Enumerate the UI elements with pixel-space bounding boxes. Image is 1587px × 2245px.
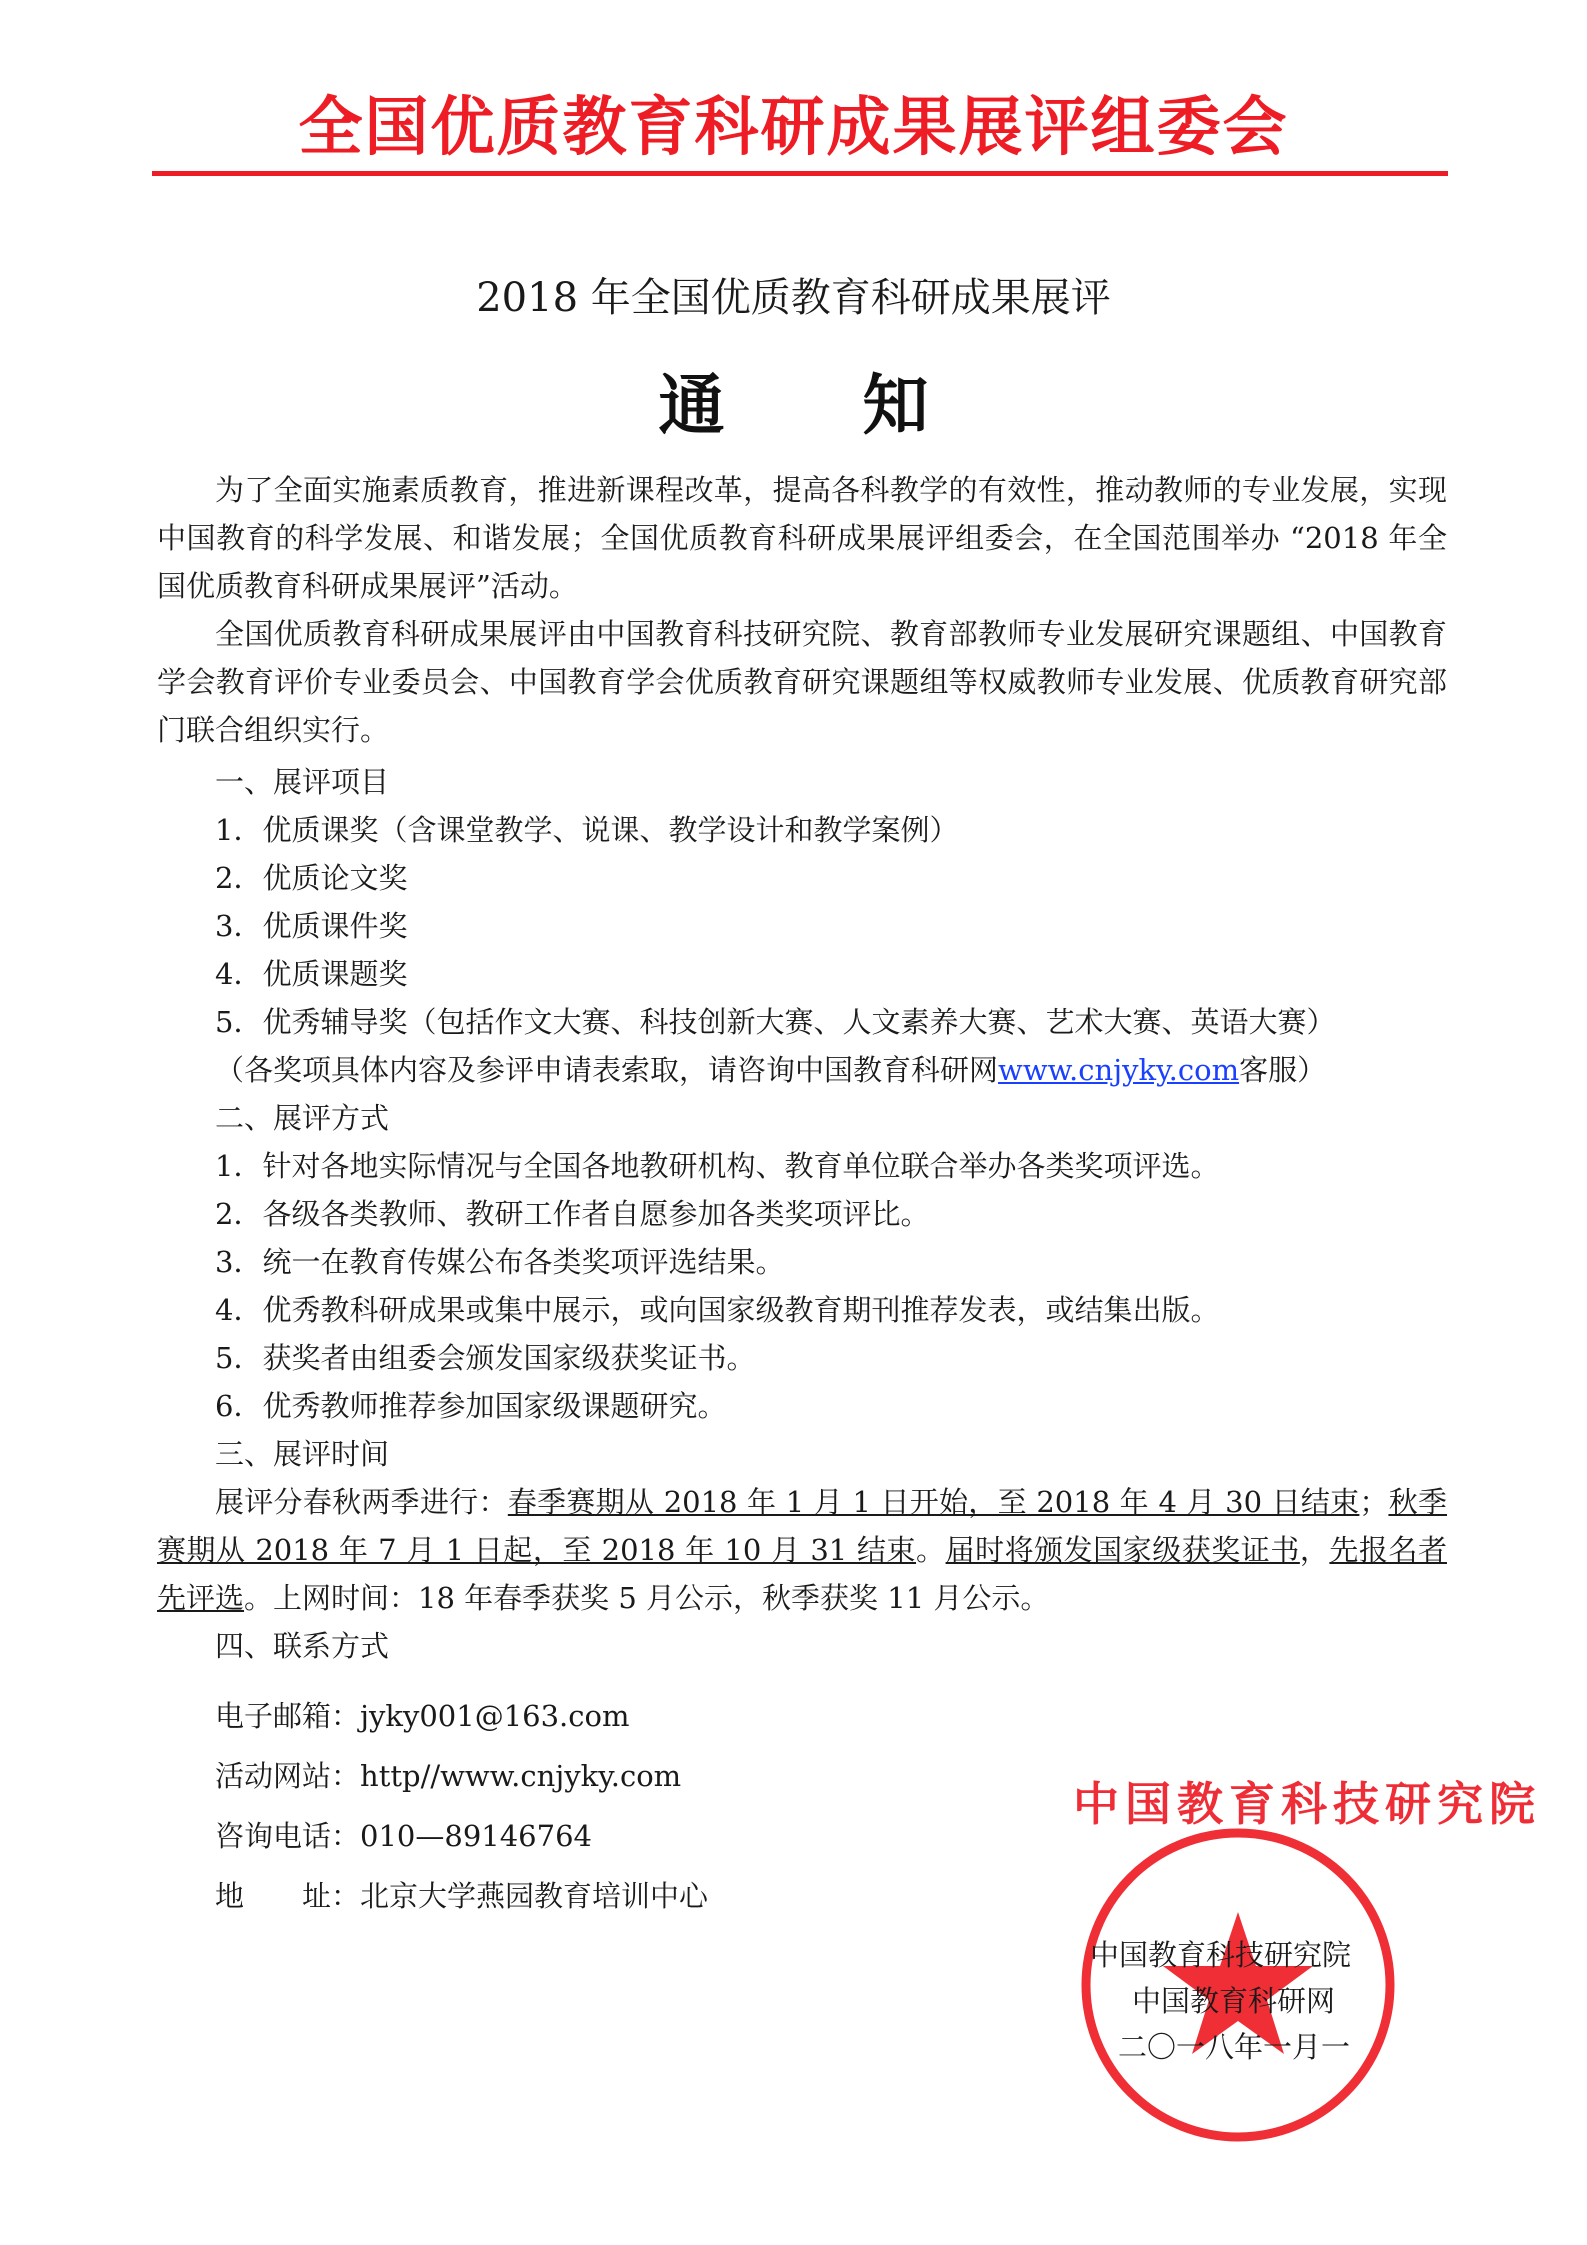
signature-org-2: 中国教育科研网 — [1132, 1984, 1336, 2018]
first-come-note: 先报名者先评选 — [157, 1533, 1447, 1615]
method-item: 2．各级各类教师、教研工作者自愿参加各类奖项评比。 — [215, 1197, 930, 1231]
intro-paragraph-1: 为了全面实施素质教育，推进新课程改革，提高各科教学的有效性，推动教师的专业发展，实现中国教育的科学发展、和谐发展；全国优质教育科研成果展评组委会，在全国范围举办 “2018 年全国优质教育科研成果展评”活动。 — [157, 473, 1447, 603]
method-item: 1．针对各地实际情况与全国各地教研机构、教育单位联合举办各类奖项评选。 — [215, 1149, 1220, 1183]
website-link[interactable]: www.cnjyky.com — [998, 1053, 1240, 1087]
time-text: 展评分春秋两季进行： — [215, 1485, 508, 1519]
project-note-prefix: （各奖项具体内容及参评申请表索取，请咨询中国教育科研网 — [215, 1053, 999, 1087]
email-value[interactable]: jyky001@163.com — [360, 1699, 630, 1733]
email-label: 电子邮箱： — [215, 1699, 361, 1733]
method-item: 4．优秀教科研成果或集中展示，或向国家级教育期刊推荐发表，或结集出版。 — [215, 1293, 1220, 1327]
notice-subtitle: 2018 年全国优质教育科研成果展评 — [476, 275, 1111, 321]
seal-text: 中国教育科技研究院 — [1073, 1777, 1541, 1831]
project-item: 3．优质课件奖 — [215, 909, 408, 943]
contact-address-row — [215, 1872, 708, 1920]
time-paragraph — [157, 1478, 1447, 1622]
time-punct: ； — [1359, 1485, 1389, 1519]
org-header-title: 全国优质教育科研成果展评组委会 — [298, 91, 1289, 165]
method-item: 6．优秀教师推荐参加国家级课题研究。 — [215, 1389, 727, 1423]
signature-org-1: 中国教育科技研究院 — [1090, 1938, 1352, 1972]
contact-email-row — [215, 1692, 629, 1740]
project-note — [215, 1046, 1326, 1094]
notice-heading: 通知 — [658, 367, 1067, 444]
method-item: 3．统一在教育传媒公布各类奖项评选结果。 — [215, 1245, 785, 1279]
method-item: 5．获奖者由组委会颁发国家级获奖证书。 — [215, 1341, 756, 1375]
phone-value: 010—89146764 — [360, 1819, 592, 1853]
section-title-contact: 四、联系方式 — [215, 1629, 390, 1663]
phone-label: 咨询电话： — [215, 1819, 361, 1853]
certificate-note: 届时将颁发国家级获奖证书 — [945, 1533, 1300, 1567]
contact-site-row — [215, 1752, 681, 1800]
address-label: 地 址： — [215, 1879, 361, 1913]
spring-period: 春季赛期从 2018 年 1 月 1 日开始，至 2018 年 4 月 30 日结束 — [507, 1485, 1360, 1519]
time-punct: ， — [1299, 1533, 1330, 1567]
intro-paragraph-2: 全国优质教育科研成果展评由中国教育科技研究院、教育部教师专业发展研究课题组、中国教育学会教育评价专业委员会、中国教育学会优质教育研究课题组等权威教师专业发展、优质教育研究部门联合组织实行。 — [157, 617, 1447, 747]
project-item: 4．优质课题奖 — [215, 957, 408, 991]
contact-phone-row — [215, 1812, 592, 1860]
section-title-projects: 一、展评项目 — [215, 765, 390, 799]
address-value: 北京大学燕园教育培训中心 — [360, 1879, 709, 1913]
site-label: 活动网站： — [215, 1759, 361, 1793]
project-note-suffix: 客服） — [1239, 1053, 1327, 1087]
site-value[interactable]: http//www.cnjyky.com — [360, 1759, 682, 1793]
autumn-period: 秋季赛期从 2018 年 7 月 1 日起，至 2018 年 10 月 31 结束 — [157, 1485, 1447, 1567]
time-punct: 。 — [916, 1533, 946, 1567]
signature-date: 二〇一八年一月一 — [1118, 2030, 1351, 2064]
header-red-rule — [152, 171, 1448, 176]
section-title-methods: 二、展评方式 — [215, 1101, 390, 1135]
publish-time: 。上网时间：18 年春季获奖 5 月公示，秋季获奖 11 月公示。 — [244, 1581, 1050, 1615]
section-title-time: 三、展评时间 — [215, 1437, 390, 1471]
project-item: 5．优秀辅导奖（包括作文大赛、科技创新大赛、人文素养大赛、艺术大赛、英语大赛） — [215, 1005, 1336, 1039]
project-item: 2．优质论文奖 — [215, 861, 408, 895]
project-item: 1．优质课奖（含课堂教学、说课、教学设计和教学案例） — [215, 813, 959, 847]
